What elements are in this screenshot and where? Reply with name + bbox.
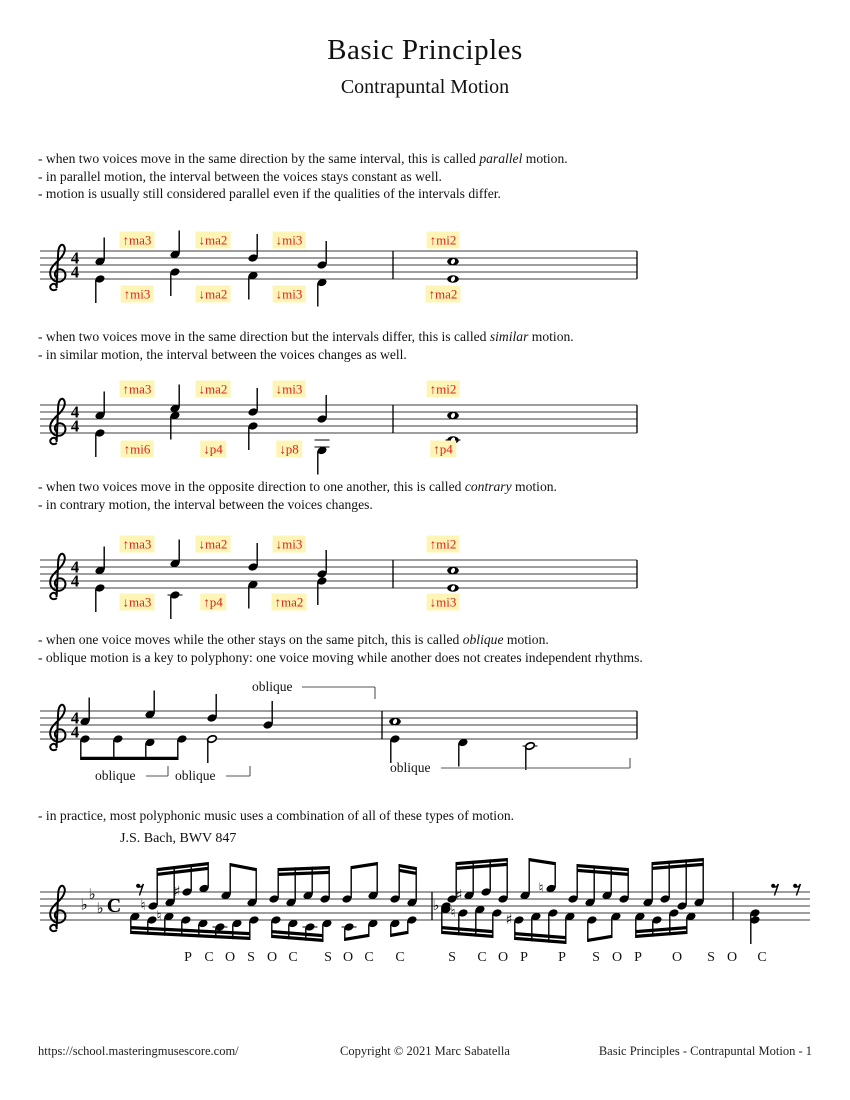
paragraph-line: - when one voice moves while the other stays on the same pitch, this is called oblique motion. [38,632,549,647]
oblique-label: oblique [95,768,136,783]
svg-text:4: 4 [70,248,80,268]
page-subtitle: Contrapuntal Motion [340,76,510,98]
svg-text:C: C [106,895,122,917]
oblique-label: oblique [175,768,216,783]
motion-letter: P [184,950,192,965]
motion-letter: C [288,950,298,965]
motion-letter: S [707,950,715,965]
footer-copyright: Copyright © 2021 Marc Sabatella [340,1044,510,1058]
motion-letter: C [395,950,405,965]
svg-text:♯: ♯ [173,884,181,900]
svg-text:4: 4 [70,557,80,577]
interval-label: ↑mi2 [427,381,460,398]
motion-letter: C [364,950,374,965]
oblique-label: oblique [390,760,431,775]
paragraph-line: - when two voices move in the same direction but the intervals differ, this is called similar motion. [38,329,574,344]
paragraph-line: - in contrary motion, the interval between the voices changes. [38,496,373,512]
motion-letter: O [497,950,509,965]
interval-label: ↓p8 [276,441,302,458]
motion-letter: O [266,950,278,965]
interval-label: ↑mi2 [427,232,460,249]
svg-text:4: 4 [70,571,80,591]
svg-text:4: 4 [70,708,80,728]
paragraph-line: - in parallel motion, the interval between the voices stays constant as well. [38,168,442,184]
paragraph-line: - in similar motion, the interval between the voices changes as well. [38,346,407,362]
motion-letter: P [634,950,642,965]
interval-label: ↓mi3 [273,232,306,249]
motion-letter: P [520,950,528,965]
interval-label: ↑ma2 [272,594,307,611]
motion-letter: O [611,950,623,965]
svg-text:♭: ♭ [80,895,88,914]
interval-label: ↑ma2 [426,286,461,303]
svg-text:♭: ♭ [88,885,96,903]
interval-label: ↓mi3 [273,286,306,303]
paragraph-line: - motion is usually still considered parallel even if the qualities of the intervals differ. [38,186,501,202]
paragraph-line: - when two voices move in the opposite direction to one another, this is called contrary motion. [38,479,557,494]
motion-letter: C [477,950,487,965]
interval-label: ↑mi6 [121,441,154,458]
page-title: Basic Principles [327,34,523,66]
interval-label: ↑ma3 [120,536,155,553]
svg-text:♮: ♮ [156,908,162,925]
motion-letter: O [224,950,236,965]
interval-label: ↑p4 [200,594,226,611]
motion-letter: S [592,950,600,965]
svg-text:4: 4 [70,416,80,436]
svg-text:4: 4 [70,402,80,422]
svg-text:4: 4 [70,262,80,282]
motion-letter: S [448,950,456,965]
paragraph-line: - when two voices move in the same direction by the same interval, this is called parallel motion. [38,151,568,166]
interval-label: ↓ma3 [120,594,155,611]
oblique-label: oblique [252,679,293,694]
interval-label: ↓mi3 [427,594,460,611]
motion-letter: C [757,950,767,965]
interval-label: ↓mi3 [273,381,306,398]
paragraph-line: - oblique motion is a key to polyphony: one voice moving while another does not creates independent rhythms. [38,649,643,665]
motion-letter: S [247,950,255,965]
motion-letter: C [204,950,214,965]
paragraph-line: - in practice, most polyphonic music uses a combination of all of these types of motion. [38,808,515,823]
footer-page-label: Basic Principles - Contrapuntal Motion - 1 [598,1044,812,1058]
interval-label: ↑mi2 [427,536,460,553]
motion-letter: O [342,950,354,965]
svg-text:♭: ♭ [96,899,104,917]
interval-label: ↓mi3 [273,536,306,553]
motion-letter: P [558,950,566,965]
interval-label: ↓ma2 [196,286,231,303]
interval-label: ↑ma3 [120,381,155,398]
svg-text:♯: ♯ [455,887,463,904]
motion-letter: O [671,950,683,965]
motion-letter: S [324,950,332,965]
interval-label: ↑mi3 [121,286,154,303]
svg-text:♮: ♮ [538,880,544,897]
interval-label: ↑ma3 [120,232,155,249]
svg-text:♮: ♮ [140,898,146,914]
bach-caption: J.S. Bach, BWV 847 [120,831,237,846]
svg-text:♯: ♯ [505,912,513,928]
interval-label: ↓p4 [200,441,226,458]
svg-text:4: 4 [70,722,80,742]
interval-label: ↑p4 [430,441,456,458]
motion-letter: O [726,950,738,965]
interval-label: ↓ma2 [196,381,231,398]
svg-text:♮: ♮ [450,905,456,921]
interval-label: ↓ma2 [196,536,231,553]
footer-url[interactable]: https://school.masteringmusescore.com/ [38,1044,239,1058]
interval-label: ↓ma2 [196,232,231,249]
svg-text:♭: ♭ [432,898,440,914]
